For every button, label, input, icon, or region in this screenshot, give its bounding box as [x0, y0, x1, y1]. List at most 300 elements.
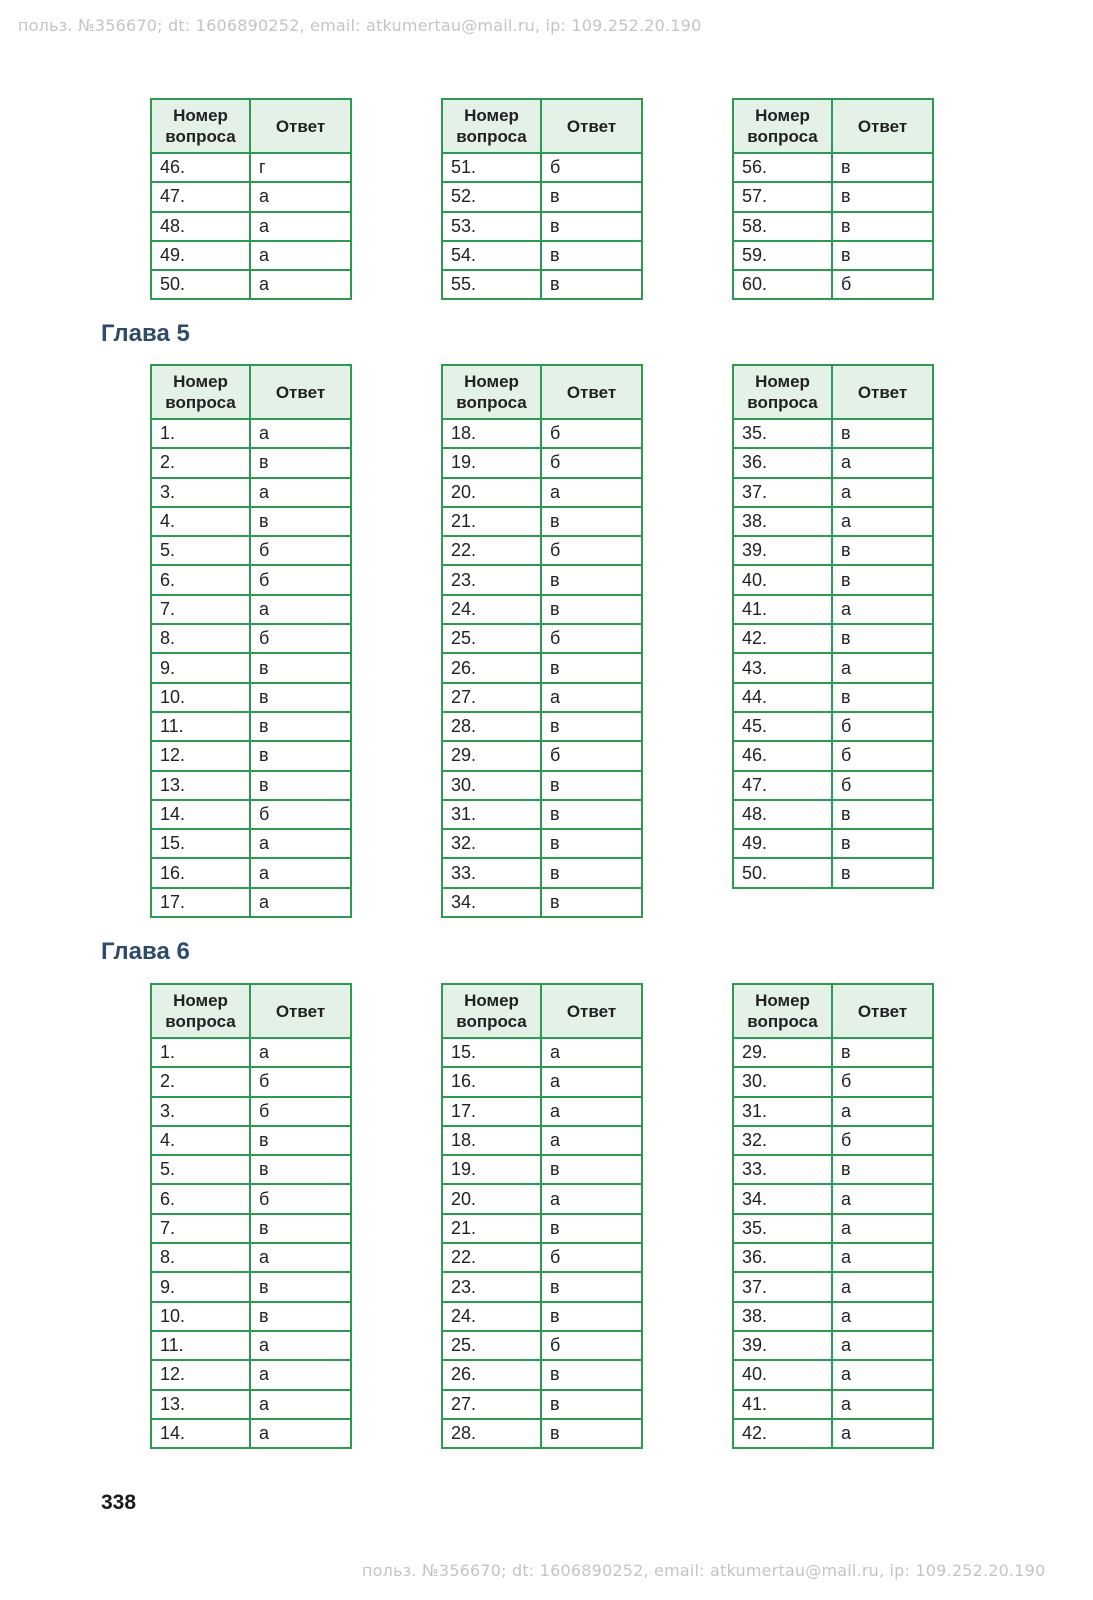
answer-cell: б — [250, 536, 351, 565]
table-row — [442, 1097, 642, 1126]
table-row — [151, 1097, 351, 1126]
answer-cell: а — [832, 1214, 933, 1243]
answer-cell: б — [541, 741, 642, 770]
answer-cell: в — [832, 1038, 933, 1067]
table-row — [442, 858, 642, 887]
table-row — [733, 1184, 933, 1213]
table-row — [733, 653, 933, 682]
table-row — [442, 1302, 642, 1331]
answer-cell: а — [541, 1038, 642, 1067]
answer-cell: а — [250, 829, 351, 858]
answer-cell: б — [832, 712, 933, 741]
answer-cell: а — [832, 448, 933, 477]
question-number-cell: 38. — [733, 507, 832, 536]
table-row — [151, 212, 351, 241]
table-row — [733, 1038, 933, 1067]
table-row — [733, 419, 933, 448]
table-row — [733, 858, 933, 887]
question-number-cell: 34. — [442, 888, 541, 917]
table-row — [151, 653, 351, 682]
question-number-cell: 2. — [151, 448, 250, 477]
question-number-cell: 2. — [151, 1067, 250, 1096]
answer-cell: а — [541, 683, 642, 712]
answer-cell: а — [832, 1272, 933, 1301]
answer-cell: в — [541, 800, 642, 829]
table-row — [151, 478, 351, 507]
answer-cell: а — [541, 1097, 642, 1126]
chapter-title-5: Глава 5 — [101, 320, 190, 347]
table-row — [151, 241, 351, 270]
table-row — [151, 595, 351, 624]
table-row — [442, 712, 642, 741]
table-row — [151, 1184, 351, 1213]
answer-cell: в — [832, 858, 933, 887]
question-number-cell: 43. — [733, 653, 832, 682]
table-row — [151, 1067, 351, 1096]
table-row — [733, 1155, 933, 1184]
table-row — [151, 1419, 351, 1448]
table-row — [151, 1126, 351, 1155]
question-number-cell: 4. — [151, 1126, 250, 1155]
answer-cell: в — [250, 712, 351, 741]
column-header-answer: Ответ — [832, 984, 933, 1038]
question-number-cell: 40. — [733, 565, 832, 594]
column-header-answer: Ответ — [250, 984, 351, 1038]
table-row — [733, 241, 933, 270]
question-number-cell: 13. — [151, 771, 250, 800]
answer-cell: в — [832, 683, 933, 712]
answer-cell: а — [541, 1126, 642, 1155]
question-number-cell: 23. — [442, 1272, 541, 1301]
answer-cell: а — [250, 595, 351, 624]
answer-table — [732, 364, 934, 889]
table-row — [442, 182, 642, 211]
answer-table — [441, 98, 643, 300]
table-row — [733, 565, 933, 594]
question-number-cell: 3. — [151, 478, 250, 507]
column-header-answer: Ответ — [250, 365, 351, 419]
answer-cell: в — [541, 771, 642, 800]
question-number-cell: 53. — [442, 212, 541, 241]
answer-cell: в — [541, 1214, 642, 1243]
answer-cell: б — [832, 270, 933, 299]
column-header-question: Номер вопроса — [733, 99, 832, 153]
question-number-cell: 18. — [442, 419, 541, 448]
table-row — [733, 1302, 933, 1331]
answer-cell: а — [832, 1243, 933, 1272]
table-row — [442, 212, 642, 241]
answer-cell: в — [541, 712, 642, 741]
question-number-cell: 26. — [442, 1360, 541, 1389]
answer-cell: в — [541, 270, 642, 299]
answer-cell: б — [250, 800, 351, 829]
answer-cell: в — [541, 1419, 642, 1448]
question-number-cell: 36. — [733, 1243, 832, 1272]
table-row — [151, 858, 351, 887]
answer-cell: в — [250, 1155, 351, 1184]
table-row — [733, 153, 933, 182]
answer-cell: в — [541, 1302, 642, 1331]
question-number-cell: 44. — [733, 683, 832, 712]
table-row — [151, 771, 351, 800]
answer-cell: а — [541, 1184, 642, 1213]
table-row — [442, 1243, 642, 1272]
question-number-cell: 16. — [151, 858, 250, 887]
question-number-cell: 25. — [442, 624, 541, 653]
table-row — [442, 595, 642, 624]
table-row — [442, 1184, 642, 1213]
table-row — [151, 1155, 351, 1184]
table-row — [442, 829, 642, 858]
question-number-cell: 10. — [151, 683, 250, 712]
question-number-cell: 5. — [151, 1155, 250, 1184]
question-number-cell: 57. — [733, 182, 832, 211]
question-number-cell: 29. — [442, 741, 541, 770]
question-number-cell: 9. — [151, 1272, 250, 1301]
question-number-cell: 40. — [733, 1360, 832, 1389]
chapter-title-6: Глава 6 — [101, 938, 190, 965]
question-number-cell: 11. — [151, 712, 250, 741]
table-row — [151, 741, 351, 770]
answer-table — [150, 983, 352, 1449]
answer-cell: в — [832, 153, 933, 182]
question-number-cell: 11. — [151, 1331, 250, 1360]
table-row — [733, 1390, 933, 1419]
question-number-cell: 7. — [151, 1214, 250, 1243]
answer-cell: в — [541, 182, 642, 211]
table-row — [442, 1272, 642, 1301]
table-row — [151, 153, 351, 182]
answer-cell: б — [250, 565, 351, 594]
question-number-cell: 10. — [151, 1302, 250, 1331]
table-row — [733, 712, 933, 741]
table-row — [151, 565, 351, 594]
table-row — [733, 1214, 933, 1243]
question-number-cell: 35. — [733, 419, 832, 448]
page-number: 338 — [101, 1491, 137, 1514]
question-number-cell: 46. — [733, 741, 832, 770]
answer-cell: в — [250, 771, 351, 800]
question-number-cell: 20. — [442, 1184, 541, 1213]
table-row — [733, 1272, 933, 1301]
answer-cell: а — [250, 1331, 351, 1360]
question-number-cell: 22. — [442, 1243, 541, 1272]
table-row — [442, 536, 642, 565]
watermark-top: польз. №356670; dt: 1606890252, email: atkumertau@mail.ru, ip: 109.252.20.190 — [18, 16, 702, 35]
answer-cell: б — [541, 624, 642, 653]
question-number-cell: 42. — [733, 1419, 832, 1448]
answer-cell: а — [832, 507, 933, 536]
question-number-cell: 22. — [442, 536, 541, 565]
question-number-cell: 54. — [442, 241, 541, 270]
question-number-cell: 35. — [733, 1214, 832, 1243]
table-row — [151, 1331, 351, 1360]
answer-cell: б — [832, 741, 933, 770]
answer-cell: а — [250, 419, 351, 448]
table-row — [151, 888, 351, 917]
table-row — [442, 448, 642, 477]
column-header-answer: Ответ — [541, 984, 642, 1038]
answer-cell: б — [541, 448, 642, 477]
question-number-cell: 25. — [442, 1331, 541, 1360]
answer-table — [732, 983, 934, 1449]
question-number-cell: 48. — [733, 800, 832, 829]
answer-cell: в — [832, 1155, 933, 1184]
answer-cell: а — [250, 888, 351, 917]
answer-cell: а — [250, 182, 351, 211]
answer-cell: а — [832, 478, 933, 507]
answer-cell: а — [832, 1419, 933, 1448]
table-row — [442, 800, 642, 829]
question-number-cell: 21. — [442, 1214, 541, 1243]
table-row — [733, 270, 933, 299]
question-number-cell: 6. — [151, 565, 250, 594]
answer-cell: а — [832, 595, 933, 624]
question-number-cell: 47. — [733, 771, 832, 800]
table-row — [151, 800, 351, 829]
answer-cell: в — [250, 741, 351, 770]
question-number-cell: 6. — [151, 1184, 250, 1213]
table-row — [442, 153, 642, 182]
answer-cell: в — [250, 1214, 351, 1243]
table-row — [151, 507, 351, 536]
table-row — [442, 1331, 642, 1360]
answer-cell: в — [541, 565, 642, 594]
question-number-cell: 49. — [151, 241, 250, 270]
table-row — [442, 419, 642, 448]
answer-cell: а — [832, 1390, 933, 1419]
answer-cell: б — [832, 1067, 933, 1096]
table-row — [442, 241, 642, 270]
table-row — [442, 741, 642, 770]
table-row — [151, 1038, 351, 1067]
answer-table — [150, 98, 352, 300]
question-number-cell: 42. — [733, 624, 832, 653]
answer-cell: в — [832, 419, 933, 448]
question-number-cell: 52. — [442, 182, 541, 211]
question-number-cell: 41. — [733, 1390, 832, 1419]
question-number-cell: 15. — [442, 1038, 541, 1067]
table-row — [151, 624, 351, 653]
answer-cell: в — [541, 653, 642, 682]
question-number-cell: 48. — [151, 212, 250, 241]
answer-cell: б — [541, 419, 642, 448]
question-number-cell: 56. — [733, 153, 832, 182]
question-number-cell: 15. — [151, 829, 250, 858]
question-number-cell: 8. — [151, 1243, 250, 1272]
table-row — [733, 478, 933, 507]
answer-cell: б — [541, 1243, 642, 1272]
answer-cell: а — [832, 1302, 933, 1331]
column-header-question: Номер вопроса — [442, 365, 541, 419]
question-number-cell: 26. — [442, 653, 541, 682]
answer-cell: а — [250, 1038, 351, 1067]
answer-cell: в — [832, 182, 933, 211]
answer-table — [150, 364, 352, 918]
column-header-question: Номер вопроса — [733, 984, 832, 1038]
column-header-question: Номер вопроса — [442, 99, 541, 153]
question-number-cell: 1. — [151, 1038, 250, 1067]
question-number-cell: 49. — [733, 829, 832, 858]
table-row — [442, 478, 642, 507]
answer-cell: в — [541, 1390, 642, 1419]
question-number-cell: 33. — [442, 858, 541, 887]
question-number-cell: 20. — [442, 478, 541, 507]
table-row — [733, 741, 933, 770]
column-header-answer: Ответ — [832, 99, 933, 153]
answer-cell: б — [541, 153, 642, 182]
answer-cell: в — [250, 448, 351, 477]
answer-cell: в — [541, 241, 642, 270]
table-row — [733, 683, 933, 712]
answer-cell: в — [832, 212, 933, 241]
table-row — [733, 595, 933, 624]
answer-cell: в — [250, 1302, 351, 1331]
table-row — [733, 1067, 933, 1096]
answer-cell: б — [541, 536, 642, 565]
answer-cell: в — [250, 683, 351, 712]
answer-cell: а — [541, 1067, 642, 1096]
answer-cell: а — [250, 270, 351, 299]
question-number-cell: 24. — [442, 595, 541, 624]
table-row — [442, 683, 642, 712]
table-row — [733, 212, 933, 241]
question-number-cell: 32. — [442, 829, 541, 858]
table-row — [733, 448, 933, 477]
answer-cell: б — [541, 1331, 642, 1360]
answer-cell: б — [832, 771, 933, 800]
column-header-question: Номер вопроса — [151, 365, 250, 419]
question-number-cell: 23. — [442, 565, 541, 594]
answer-cell: а — [832, 1331, 933, 1360]
table-row — [151, 683, 351, 712]
answer-cell: в — [541, 212, 642, 241]
question-number-cell: 60. — [733, 270, 832, 299]
answer-cell: б — [250, 1184, 351, 1213]
question-number-cell: 30. — [442, 771, 541, 800]
table-row — [733, 624, 933, 653]
table-row — [151, 712, 351, 741]
question-number-cell: 5. — [151, 536, 250, 565]
column-header-question: Номер вопроса — [151, 99, 250, 153]
question-number-cell: 55. — [442, 270, 541, 299]
table-row — [151, 1214, 351, 1243]
table-row — [733, 536, 933, 565]
table-row — [442, 888, 642, 917]
table-row — [151, 448, 351, 477]
table-row — [151, 1302, 351, 1331]
table-row — [733, 800, 933, 829]
answer-cell: б — [250, 1097, 351, 1126]
question-number-cell: 31. — [733, 1097, 832, 1126]
answer-cell: а — [250, 1419, 351, 1448]
table-row — [442, 1126, 642, 1155]
answer-cell: в — [832, 624, 933, 653]
table-row — [442, 507, 642, 536]
table-row — [442, 771, 642, 800]
column-header-answer: Ответ — [541, 365, 642, 419]
table-row — [151, 182, 351, 211]
answer-table — [441, 983, 643, 1449]
answer-cell: а — [832, 1097, 933, 1126]
question-number-cell: 32. — [733, 1126, 832, 1155]
question-number-cell: 37. — [733, 478, 832, 507]
answer-cell: в — [541, 888, 642, 917]
table-row — [733, 771, 933, 800]
answer-cell: в — [832, 829, 933, 858]
column-header-answer: Ответ — [250, 99, 351, 153]
question-number-cell: 47. — [151, 182, 250, 211]
question-number-cell: 21. — [442, 507, 541, 536]
question-number-cell: 58. — [733, 212, 832, 241]
question-number-cell: 12. — [151, 1360, 250, 1389]
question-number-cell: 24. — [442, 1302, 541, 1331]
question-number-cell: 3. — [151, 1097, 250, 1126]
answer-cell: а — [541, 478, 642, 507]
table-row — [733, 1331, 933, 1360]
answer-cell: б — [250, 624, 351, 653]
table-row — [733, 1419, 933, 1448]
question-number-cell: 12. — [151, 741, 250, 770]
question-number-cell: 59. — [733, 241, 832, 270]
answer-cell: в — [832, 536, 933, 565]
question-number-cell: 4. — [151, 507, 250, 536]
column-header-question: Номер вопроса — [151, 984, 250, 1038]
column-header-question: Номер вопроса — [733, 365, 832, 419]
table-row — [733, 1097, 933, 1126]
answer-cell: в — [832, 241, 933, 270]
question-number-cell: 37. — [733, 1272, 832, 1301]
answer-cell: а — [832, 1184, 933, 1213]
table-row — [151, 536, 351, 565]
table-row — [151, 270, 351, 299]
answer-cell: в — [541, 1360, 642, 1389]
question-number-cell: 46. — [151, 153, 250, 182]
table-row — [442, 1067, 642, 1096]
answer-cell: в — [250, 1126, 351, 1155]
question-number-cell: 50. — [151, 270, 250, 299]
question-number-cell: 36. — [733, 448, 832, 477]
answer-cell: а — [250, 241, 351, 270]
table-row — [442, 270, 642, 299]
question-number-cell: 50. — [733, 858, 832, 887]
question-number-cell: 34. — [733, 1184, 832, 1213]
answer-cell: в — [541, 858, 642, 887]
table-row — [733, 182, 933, 211]
question-number-cell: 41. — [733, 595, 832, 624]
question-number-cell: 45. — [733, 712, 832, 741]
answer-cell: в — [541, 595, 642, 624]
table-row — [442, 1360, 642, 1389]
question-number-cell: 33. — [733, 1155, 832, 1184]
answer-cell: в — [541, 507, 642, 536]
watermark-bottom: польз. №356670; dt: 1606890252, email: atkumertau@mail.ru, ip: 109.252.20.190 — [362, 1561, 1046, 1580]
answer-cell: а — [250, 1360, 351, 1389]
question-number-cell: 19. — [442, 448, 541, 477]
question-number-cell: 7. — [151, 595, 250, 624]
question-number-cell: 16. — [442, 1067, 541, 1096]
table-row — [442, 565, 642, 594]
table-row — [733, 1126, 933, 1155]
answer-cell: в — [250, 653, 351, 682]
table-row — [733, 507, 933, 536]
column-header-answer: Ответ — [832, 365, 933, 419]
table-row — [442, 624, 642, 653]
answer-cell: в — [250, 1272, 351, 1301]
answer-table — [441, 364, 643, 918]
question-number-cell: 39. — [733, 536, 832, 565]
question-number-cell: 19. — [442, 1155, 541, 1184]
